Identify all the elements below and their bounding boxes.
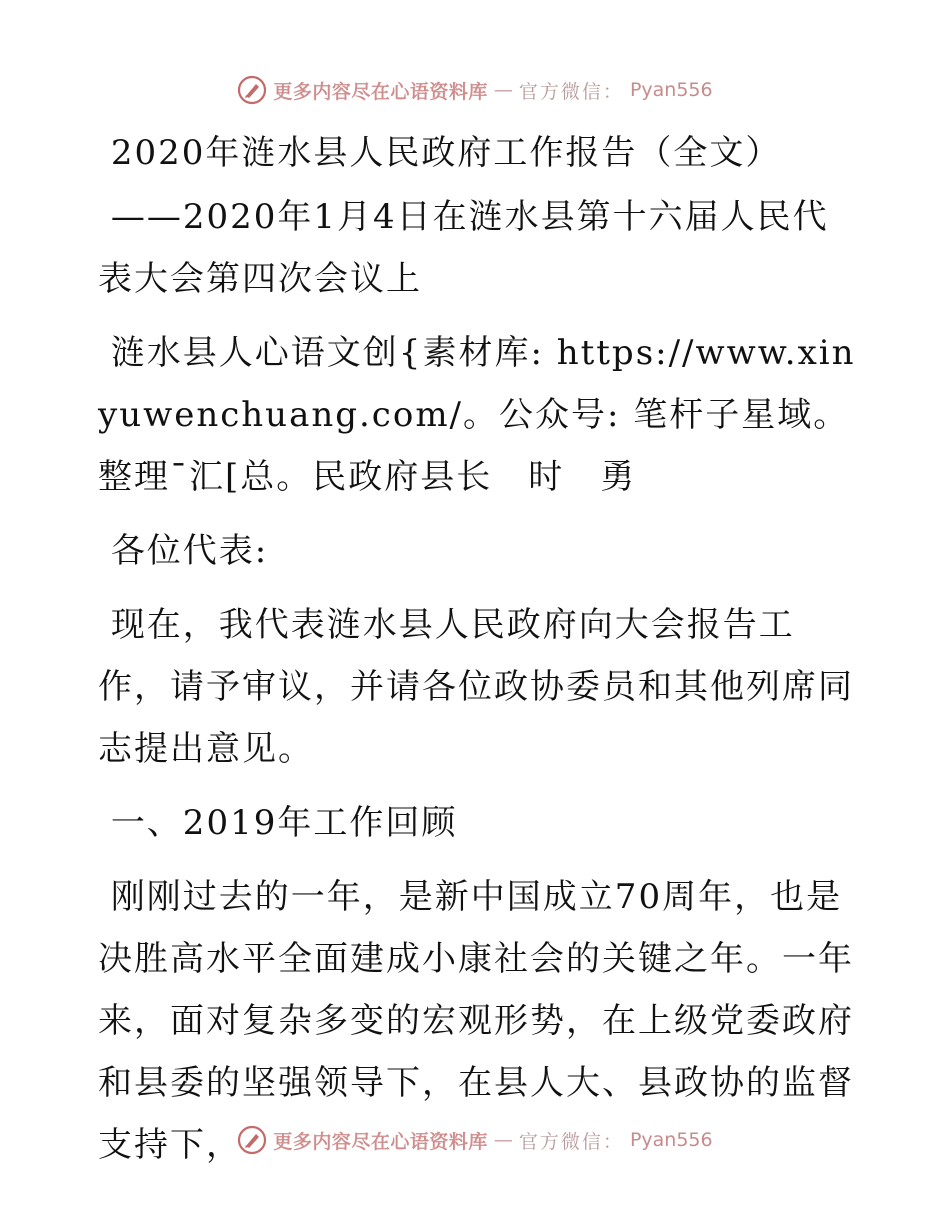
section-heading: 一、2019年工作回顾: [98, 803, 458, 843]
watermark-separator: —: [493, 1129, 513, 1151]
pen-logo-icon: [237, 75, 267, 105]
watermark-text: 更多内容尽在心语资料库: [273, 80, 488, 103]
header-watermark: [0, 72, 950, 108]
salutation: 各位代表:: [98, 531, 269, 571]
document-title: 2020年涟水县人民政府工作报告（全文）: [98, 133, 782, 173]
document-body: [98, 122, 858, 1176]
document-subtitle: ——2020年1月4日在涟水县第十六届人民代表大会第四次会议上: [98, 197, 829, 299]
footer-watermark: [0, 1122, 950, 1158]
paragraph-intro: 现在，我代表涟水县人民政府向大会报告工作，请予审议，并请各位政协委员和其他列席同志提出意见。: [98, 605, 854, 769]
paragraph-review: 刚刚过去的一年，是新中国成立70周年，也是决胜高水平全面建成小康社会的关键之年。一年来，面对复杂多变的宏观形势，在上级党委政府和县委的坚强领导下，在县人大、县政协的监督支持下，: [98, 877, 854, 1165]
watermark-wechat-id: Pyan556: [629, 79, 713, 101]
watermark-text: 更多内容尽在心语资料库: [273, 1130, 488, 1153]
watermark-wechat-label: 官方微信：: [518, 80, 624, 103]
pen-logo-icon: [237, 1125, 267, 1155]
author-line: 涟水县人心语文创{素材库: https://www.xinyuwenchuang.com/。公众号: 笔杆子星域。整理¯汇[总。民政府县长 时 勇: [98, 333, 856, 497]
watermark-wechat-label: 官方微信：: [518, 1130, 624, 1153]
watermark-separator: —: [493, 79, 513, 101]
watermark-wechat-id: Pyan556: [629, 1129, 713, 1151]
